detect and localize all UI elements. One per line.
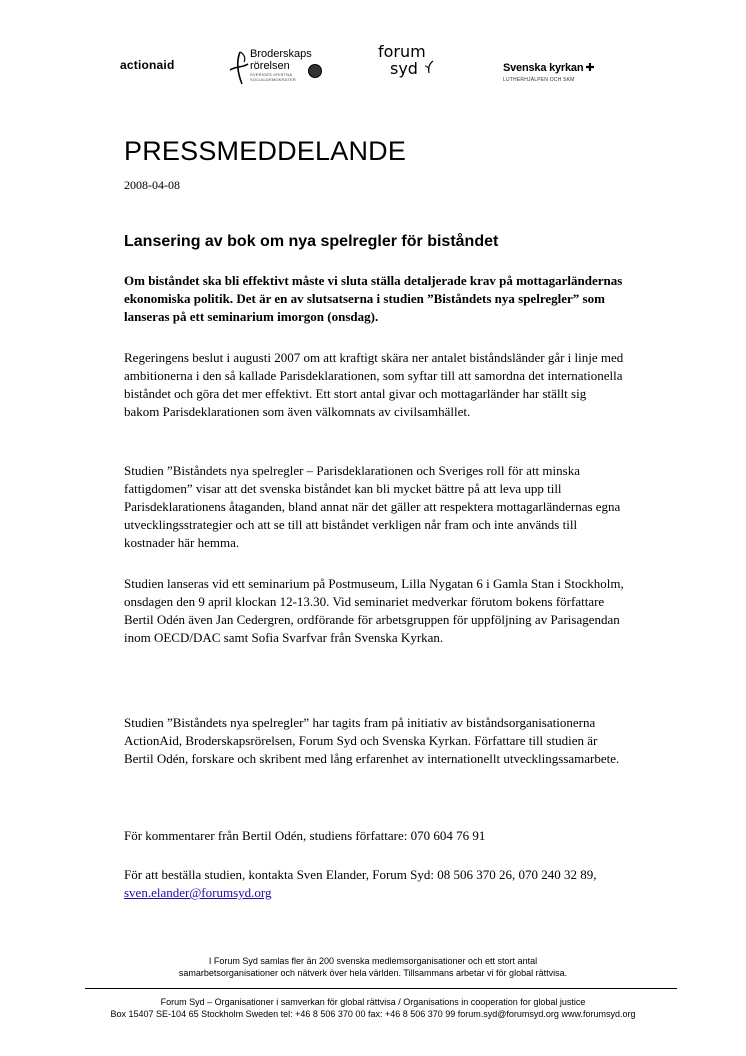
leaf-icon [423,60,435,74]
cross-icon: ✚ [585,62,595,74]
logo-bar [0,44,746,94]
footer-line-1: I Forum Syd samlas fler än 200 svenska medlemsorganisationer och ett stort antal [208,956,538,966]
email-link[interactable]: sven.elander@forumsyd.org [124,885,272,900]
document-heading: PRESSMEDDELANDE [124,136,407,166]
paragraph-4: Studien ”Biståndets nya spelregler” har tagits fram på initiativ av biståndsorganisationerna ActionAid, Broderskapsrörelsen, Forum Syd och Svenska Kyrkan. Författare till studien är Bertil Odén, forskare och skribent med lång erfarenhet av internationellt utvecklingssamarbete. [124,715,620,766]
actionaid-logo: actionaid [120,58,175,72]
footer-line-2: samarbetsorganisationer och nätverk över hela världen. Tillsammans arbetar vi för global rättvisa. [178,968,568,978]
dove-icon [228,48,250,88]
document-date: 2008-04-08 [124,178,180,192]
syd-text: syd [390,59,418,78]
paragraph-5: För kommentarer från Bertil Odén, studiens författare: 070 604 76 91 [124,828,486,843]
paragraph-2: Studien ”Biståndets nya spelregler – Parisdeklarationen och Sveriges roll för att minska fattigdomen” visar att det svenska biståndet kan bli mycket bättre på att leva upp till Parisdeklarationens åtaganden, bland annat när det gäller att respektera mottagarländernas egna utvecklingsstrategier och att se till att biståndet verkligen når fram och inte används till kostnader här hemma. [124,463,621,550]
bro-small1: SVERIGES KRISTNA [250,72,293,77]
bro-line2: rörelsen [250,60,290,72]
footer-line-3: Forum Syd – Organisationer i samverkan för global rättvisa / Organisations in cooperation for global justice [160,997,586,1007]
footer-line-4: Box 15407 SE-104 65 Stockholm Sweden tel: +46 8 506 370 00 fax: +46 8 506 370 99 forum.syd@forumsyd.org www.forumsyd.org [110,1009,636,1019]
paragraph-6 [124,866,624,902]
paragraph-3: Studien lanseras vid ett seminarium på Postmuseum, Lilla Nygatan 6 i Gamla Stan i Stockholm, onsdagen den 9 april klockan 12-13.30. Vid seminariet medverkar förutom bokens författare Bertil Odén även Jan Cedergren, ordförande för arbetsgruppen för uppföljning av Parisagendan inom OECD/DAC samt Sofia Svarfvar från Svenska Kyrkan. [124,576,624,645]
press-title: Lansering av bok om nya spelregler för biståndet [124,233,499,250]
bro-small2: SOCIALDEMOKRATER [250,77,296,82]
footer-contact [0,996,746,1020]
seal-icon [308,64,322,78]
forumsyd-logo [378,44,435,77]
footer-about [0,955,746,979]
bro-line1: Broderskaps [250,48,312,60]
sk-name: Svenska kyrkan [503,62,584,74]
footer-divider [85,988,677,989]
sk-sub: LUTHERHJÄLPEN OCH SKM [503,77,575,83]
lead-paragraph: Om biståndet ska bli effektivt måste vi sluta ställa detaljerade krav på mottagarländernas ekonomiska politik. Det är en av slutsatserna i studien ”Biståndets nya spelregler” som lanseras på ett seminarium imorgon (onsdag). [124,273,623,324]
forum-text: forum [378,42,426,61]
paragraph-1: Regeringens beslut i augusti 2007 om att kraftigt skära ner antalet biståndsländer går i linje med ambitionerna i den så kallade Parisdeklarationen, som syftar till att samordna det internationella biståndet och göra det mer effektivt. Ett stort antal givar och mottagarländer har ställt sig bakom Parisdeklarationen som även välkomnats av civilsamhället. [124,350,624,419]
svenskakyrkan-logo [503,58,595,83]
paragraph-6-text: För att beställa studien, kontakta Sven Elander, Forum Syd: 08 506 370 26, 070 240 32 89, [124,867,597,882]
